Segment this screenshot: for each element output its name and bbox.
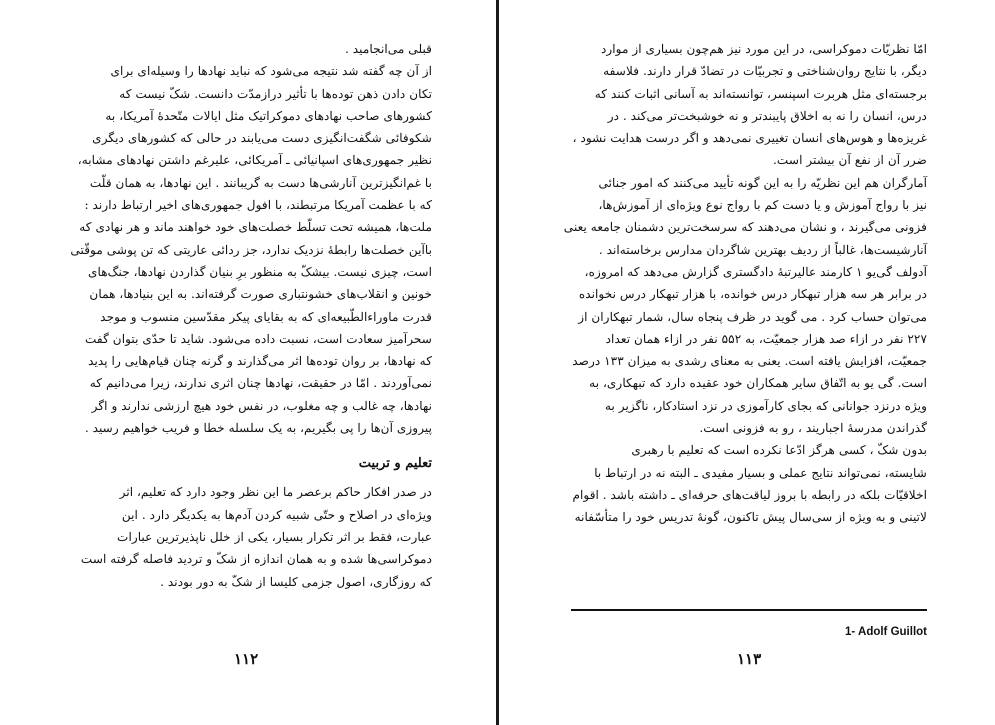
text-line: شایسته، نمی‌تواند نتایج عملی و بسیار مفیدی ـ البته نه در ارتباط با	[594, 465, 927, 480]
text-line: شکوفائی شگفت‌انگیزی دست می‌یابند در حالی که کشورهای دیگری	[92, 131, 432, 146]
text-line: است. گی یو به اتّفاق سایر همکاران خود عقیده دارد که تبهکاری، به	[589, 376, 927, 391]
text-line: بدون شکّ ، کسی هرگز ادّعا نکرده است که تعلیم با رهبری	[631, 443, 927, 458]
text-line: در برابر هر سه هزار تبهکار درس خوانده، با هزار تبهکار درس نخوانده	[578, 287, 927, 302]
footnote-rule	[571, 609, 927, 611]
text-line: آنارشیست‌ها، غالباً از ردیف بهترین شاگردان مدارس برخاسته‌اند .	[598, 242, 927, 257]
text-line: نظیر جمهوری‌های اسپانیائی ـ آمریکائی، علیرغم داشتن نهادهای مشابه،	[77, 153, 432, 168]
text-line: تکان دادن ذهن توده‌ها با تأثیر درازمدّت دانست. شکّ نیست که	[119, 86, 432, 101]
text-line: درس، انسان را نه به اخلاق پایبندتر و نه خوشبخت‌تر می‌کند . در	[607, 108, 927, 123]
text-line: کشورهای صاحب نهادهای دموکراتیک مثل ایالات متّحدهٔ آمریکا، به	[105, 108, 432, 123]
left-paragraph-2	[68, 481, 432, 592]
text-line: باآین خصلت‌ها رابطهٔ نزدیک ندارد، جز ردائی عاریتی که تن پوشی موقّتی	[70, 242, 432, 257]
text-line: قبلی می‌انجامید .	[345, 42, 432, 56]
right-page-text	[563, 38, 927, 529]
left-page-text	[68, 38, 432, 593]
text-line: می‌توان حساب کرد . می گوید در ظرف پنجاه سال، شمار تبهکاران از	[578, 309, 927, 324]
text-line: ویژه‌ای در اصلاح و حتّی شبیه کردن آدم‌ها به یکدیگر دارد . این	[121, 507, 432, 522]
text-line: که با عظمت آمریکا مرتبطند، با افول جمهوری‌های اخیر ارتباط دارند :	[84, 198, 432, 213]
text-line: عبارت، فقط بر اثر تکرار بسیار، یکی از خلل ناپذیرترین عبارات	[116, 529, 432, 544]
text-line: اخلاقیّات بلکه در رابطه با بروز لیاقت‌های حرفه‌ای ـ داشته باشد . اقوام	[572, 487, 927, 502]
text-line: فزونی می‌گیرند ، و نشان می‌دهند که سرسخت‌ترین دشمنان جامعه یعنی	[563, 220, 927, 235]
right-paragraph-2	[563, 172, 927, 440]
text-line: که نهادها، بر روان توده‌ها اثر می‌گذارند و گرنه چنان قیام‌هایی را پدید	[88, 354, 432, 369]
text-line: نیز با رواج آموزش و یا دست کم با رواج نوع ویژه‌ای از آموزش‌ها،	[598, 198, 927, 213]
text-line: خونین و انقلاب‌های خشونتباری صورت گرفته‌اند. به این بنیادها، همان	[89, 287, 432, 302]
text-line: دیگر، با نتایج روان‌شناختی و تجربیّات در تضادّ قرار دارند. فلاسفه	[603, 64, 927, 79]
left-page	[0, 0, 496, 725]
text-line: آدولف گی‌یو ۱ کارمند عالیرتبهٔ دادگستری گزارش می‌دهد که امروزه،	[584, 264, 927, 279]
text-line: امّا نظریّات دموکراسی، در این مورد نیز هم‌چون بسیاری از موارد	[600, 42, 927, 56]
text-line: از آن چه گفته شد نتیجه می‌شود که نباید نهادها را وسیله‌ای برای	[110, 64, 432, 79]
text-line: قدرت ماوراءالطّبیعه‌ای که به بقایای پیکر مقدّسین منسوب و موجد	[100, 309, 432, 324]
text-line: آمارگران هم این نظریّه را به این گونه تأیید می‌کنند که امور جنائی	[598, 175, 927, 190]
text-line: ویژه درنزد جوانانی که بجای کارآموزی در نزد استادکار، ناگزیر به	[604, 398, 927, 413]
text-line: لاتینی و به ویژه از سی‌سال پیش تاکنون، گونهٔ تدریس خود را متأسّفانه	[574, 510, 927, 525]
text-line: پیروزی آن‌ها را پی بگیریم، به یک سلسله خطا و فریب خواهیم رسید .	[84, 421, 432, 436]
text-line: نمی‌آوردند . امّا در حقیقت، نهادها چنان اثری ندارند، زیرا می‌دانیم که	[89, 376, 432, 391]
footnote: 1- Adolf Guillot	[845, 626, 927, 638]
text-line: ۲۲۷ نفر در ازاء صد هزار جمعیّت، به ۵۵۲ نفر در ازاء همان تعداد	[605, 331, 927, 346]
text-line: برجسته‌ای مثل هربرت اسپنسر، توانسته‌اند به آسانی اثبات کنند که	[594, 86, 927, 101]
text-line: که روزگاری، اصول جزمی کلیسا از شکّ به دور بودند .	[160, 574, 432, 589]
section-heading: تعلیم و تربیت	[358, 456, 432, 472]
right-paragraph-1	[571, 38, 927, 172]
left-paragraph-1	[68, 38, 432, 439]
page-number: ۱۱۲	[234, 650, 259, 668]
text-line: دموکراسی‌ها شده و به همان اندازه از شکّ و تردید فاصله گرفته است	[80, 552, 432, 567]
text-line: ضرر آن از نفع آن بیشتر است.	[773, 153, 927, 168]
text-line: غریزه‌ها و هوس‌های انسان تغییری نمی‌دهد و اگر درست هدایت نشود ،	[572, 131, 927, 146]
text-line: سحرآمیز سعادت است، نسبت داده می‌شود. شاید تا حدّی بتوان گفت	[84, 331, 432, 346]
text-line: نهادها، چه غالب و چه مغلوب، در نفس خود هیچ ارزشی ندارند و اگر	[91, 398, 432, 413]
text-line: با غم‌انگیزترین آنارشی‌ها دست به گریبانند . این نهادها، به همان قلّت	[89, 175, 432, 190]
page-number: ۱۱۳	[737, 650, 762, 668]
text-line: در صدر افکار حاکم برعصر ما این نظر وجود دارد که تعلیم، اثر	[119, 485, 432, 500]
right-page	[499, 0, 995, 725]
text-line: جمعیّت، افزایش یافته است. یعنی به معنای رشدی به میزان ۱۳۳ درصد	[572, 354, 927, 369]
text-line: است، چیزی نیست. بیشکّ به منظور برِ بنیان گذاردن نهادها، جنگ‌های	[87, 264, 432, 279]
text-line: ملت‌ها، همیشه تحت تسلّط خصلت‌های خود خواهند ماند و هر نهادی که	[79, 220, 432, 235]
right-paragraph-3	[571, 439, 927, 528]
text-line: گذراندن مدرسهٔ اجباریند ، رو به فزونی است.	[699, 421, 927, 436]
